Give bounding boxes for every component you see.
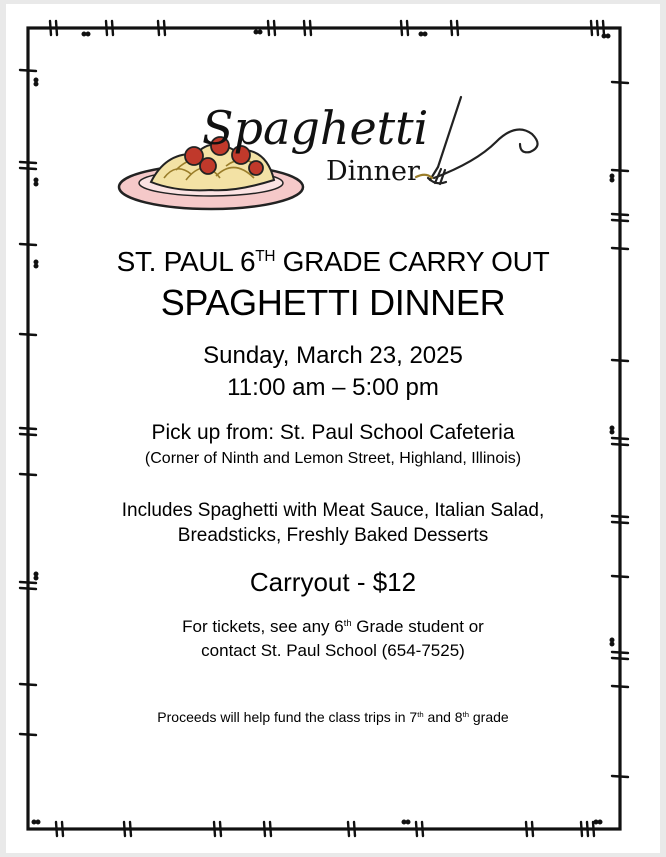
border-tick [130,822,131,836]
border-tick [20,684,36,685]
logo-sub-word: Dinner [326,156,420,187]
border-tick [20,734,36,735]
border-dot [603,35,606,38]
border-dot [83,33,86,36]
border-tick [532,822,533,836]
border-tick [124,822,125,836]
border-tick [603,21,604,35]
tickets-line-2: contact St. Paul School (654-7525) [201,641,465,660]
heading-line-2: SPAGHETTI DINNER [160,282,506,323]
border-tick [416,822,417,836]
border-tick [354,822,355,836]
border-tick [56,822,57,836]
border-dot [37,821,40,824]
border-dot [599,821,602,824]
border-tick [526,822,527,836]
border-tick [587,822,588,836]
border-dot [420,33,423,36]
border-tick [158,21,159,35]
border-dot [424,33,427,36]
border-tick [612,522,628,523]
border-tick [20,474,36,475]
border-tick [422,822,423,836]
heading-line-1: ST. PAUL 6TH GRADE CARRY OUT [116,246,550,277]
border-tick [612,776,628,777]
border-tick [62,822,63,836]
border-dot [255,31,258,34]
border-dot [87,33,90,36]
border-tick [310,21,311,35]
pickup-address: (Corner of Ninth and Lemon Street, Highland, Illinois) [144,450,522,467]
border-tick [612,170,628,171]
logo-script-word: Spaghetti [202,101,429,155]
border-dot [607,35,610,38]
event-date: Sunday, March 23, 2025 [203,342,463,369]
border-tick [612,220,628,221]
border-dot [403,821,406,824]
pickup-location: Pick up from: St. Paul School Cafeteria [151,421,515,444]
border-tick [348,822,349,836]
border-dot [611,175,614,178]
border-tick [214,822,215,836]
border-dot [407,821,410,824]
menu-line-2: Breadsticks, Freshly Baked Desserts [177,525,489,546]
proceeds-note: Proceeds will help fund the class trips in 7th and 8th grade [157,709,509,725]
border-tick [20,162,36,163]
price: Carryout - $12 [249,567,417,597]
border-dot [33,821,36,824]
event-time: 11:00 am – 5:00 pm [227,374,439,401]
border-tick [407,21,408,35]
border-dot [611,179,614,182]
tickets-line-1: For tickets, see any 6th Grade student or [182,617,484,636]
border-tick [164,21,165,35]
border-tick [451,21,452,35]
flyer-page [6,4,660,853]
border-tick [220,822,221,836]
border-tick [304,21,305,35]
border-tick [274,21,275,35]
border-tick [264,822,265,836]
border-tick [593,822,594,836]
border-tick [20,70,36,71]
border-tick [268,21,269,35]
border-tick [112,21,113,35]
border-dot [35,179,38,182]
border-tick [50,21,51,35]
border-tick [270,822,271,836]
border-tick [581,822,582,836]
border-tick [612,82,628,83]
border-tick [20,168,36,169]
border-tick [597,21,598,35]
border-tick [20,244,36,245]
border-tick [612,686,628,687]
border-tick [401,21,402,35]
border-tick [591,21,592,35]
border-dot [35,183,38,186]
border-tick [56,21,57,35]
border-tick [106,21,107,35]
border-dot [35,79,38,82]
border-tick [612,214,628,215]
spaghetti-dinner-logo [116,82,546,217]
menu-line-1: Includes Spaghetti with Meat Sauce, Italian Salad, [121,500,545,521]
border-dot [259,31,262,34]
fork-icon [416,97,538,184]
border-dot [595,821,598,824]
border-tick [457,21,458,35]
border-tick [20,334,36,335]
border-dot [35,83,38,86]
